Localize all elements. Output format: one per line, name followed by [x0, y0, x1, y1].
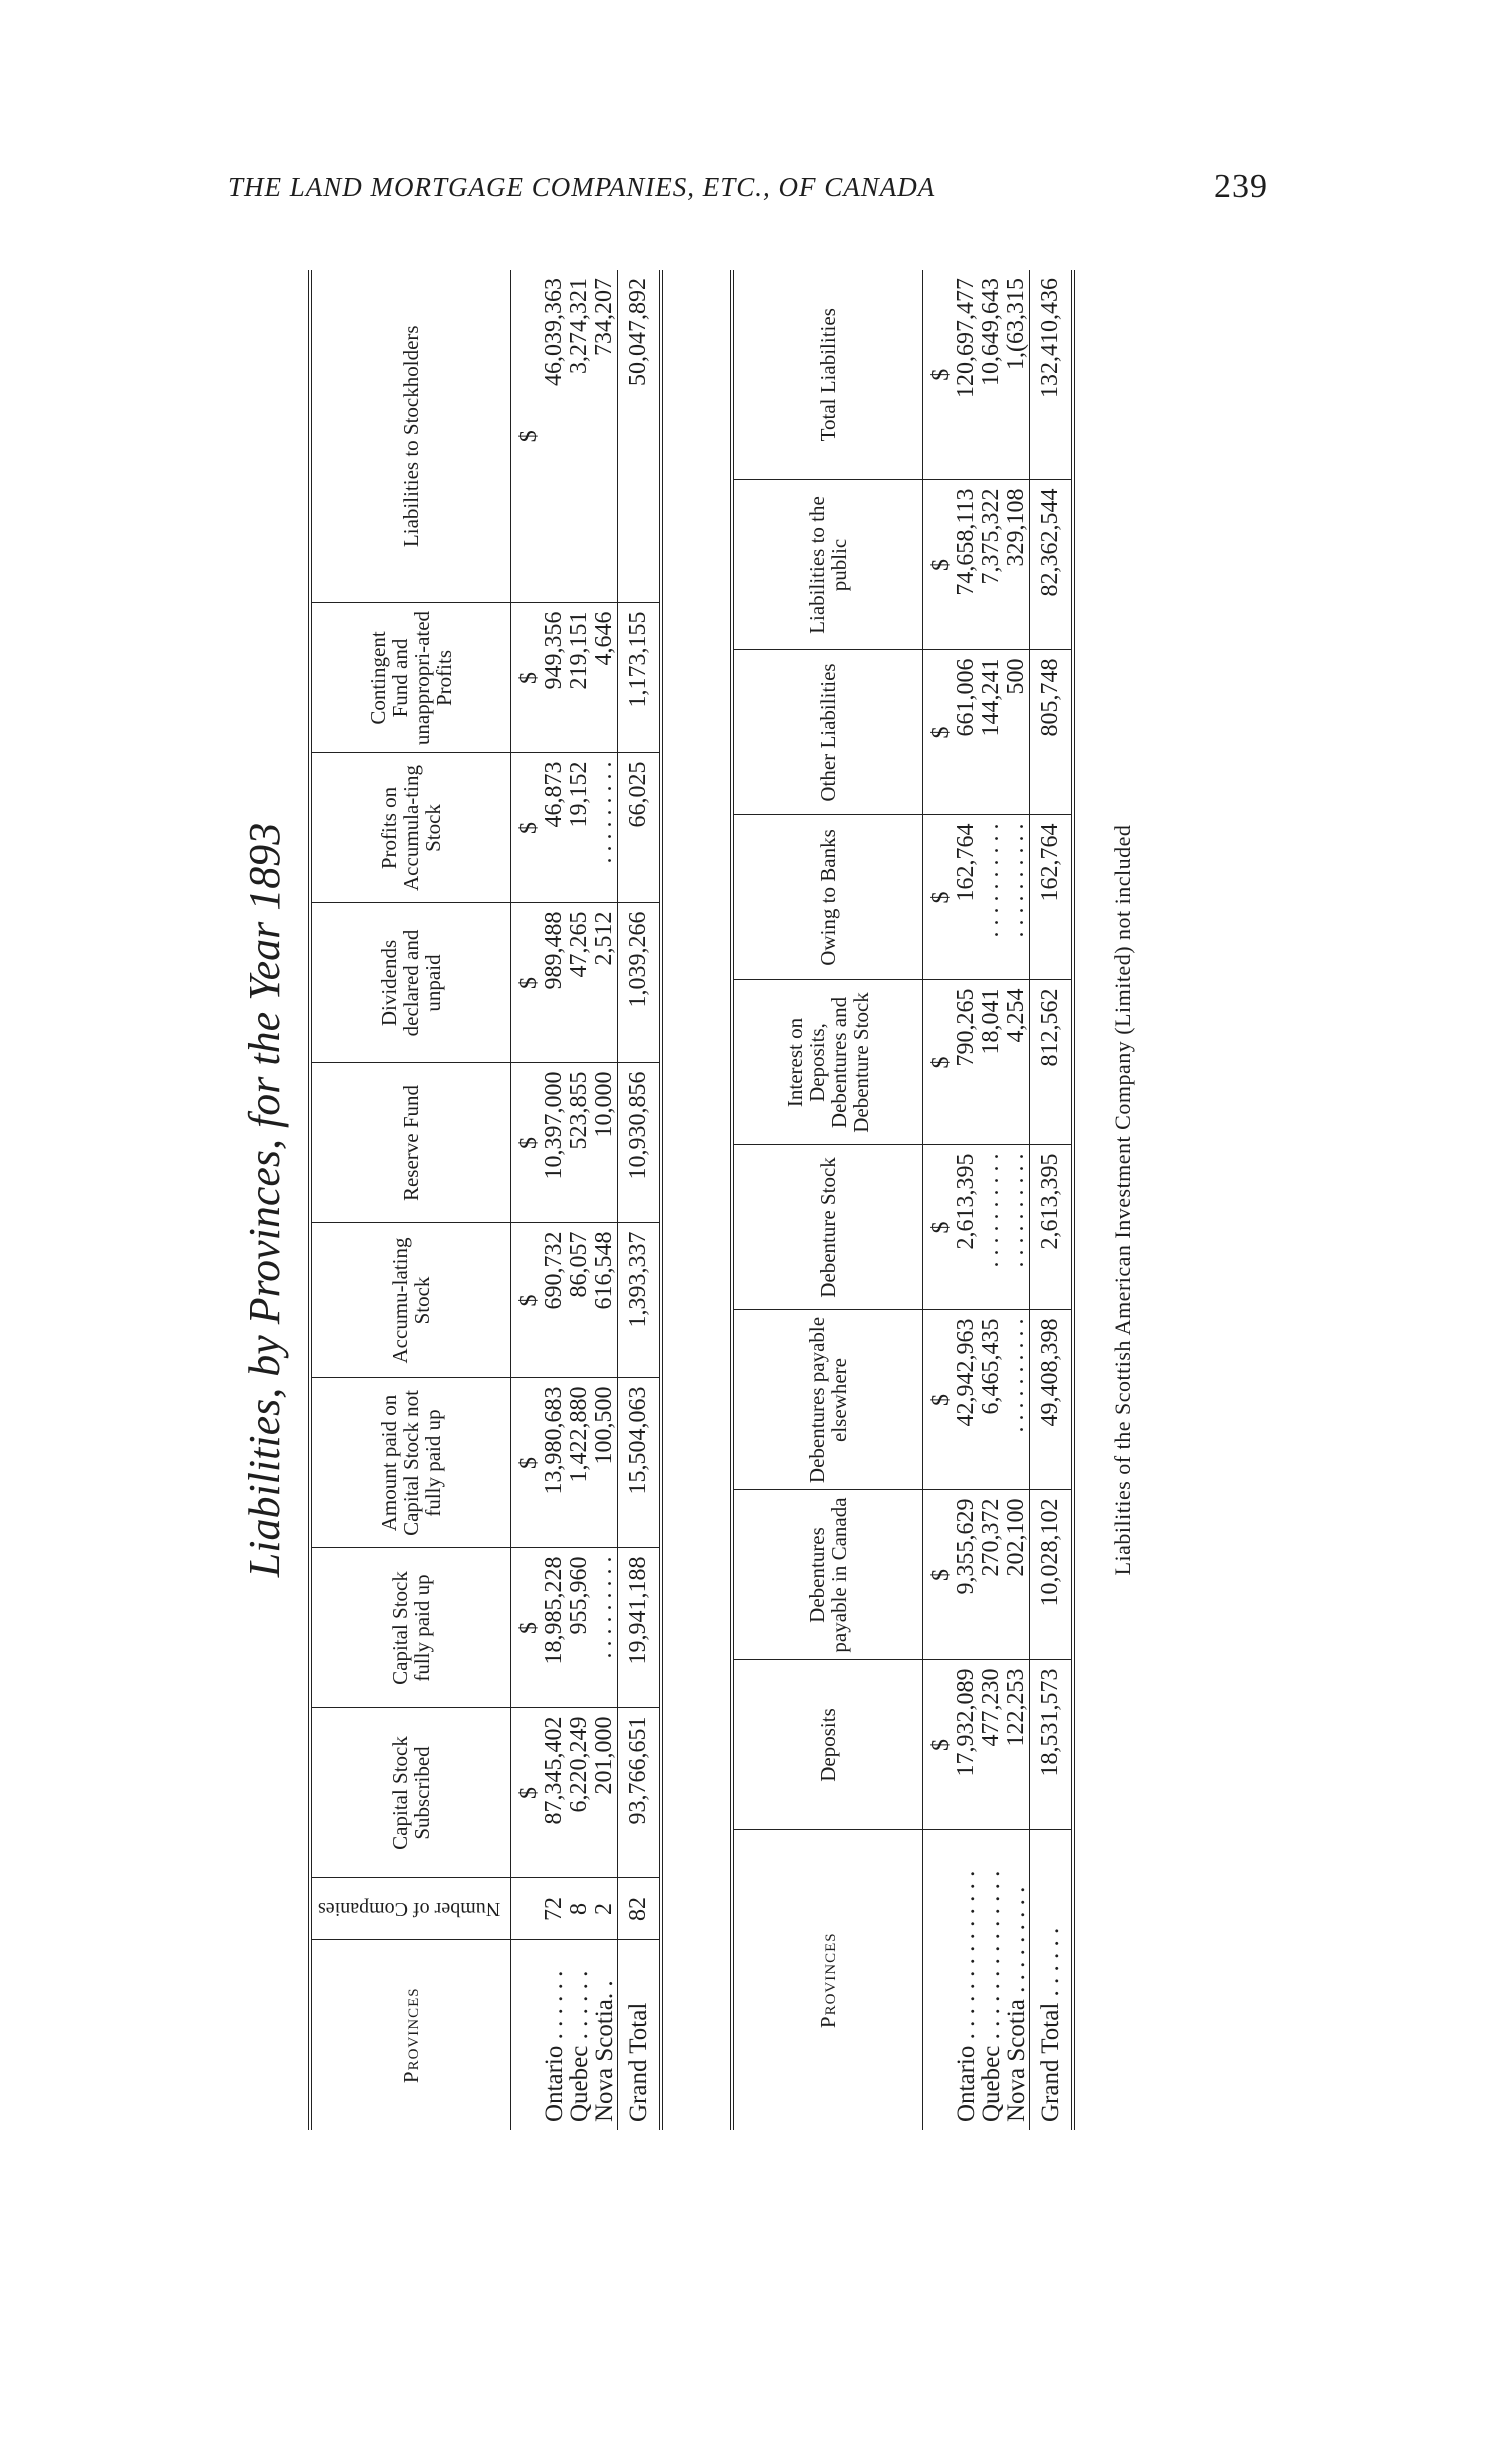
- header-profits-accumulating: Profits on Accumula-ting Stock: [310, 753, 511, 903]
- currency-symbol: $: [511, 1378, 543, 1548]
- currency-symbol: $: [922, 270, 954, 480]
- rotated-page-content: [230, 270, 1280, 2130]
- deposits-value: 17,932,089: [954, 1660, 979, 1830]
- deb-elsewhere-value: 6,465,435: [979, 1310, 1004, 1490]
- province-name: Nova Scotia . . . . . . . . .: [1002, 1886, 1030, 2122]
- header-provinces: Provinces: [732, 1830, 922, 2130]
- deposits-value: 18,531,573: [1029, 1660, 1073, 1830]
- other-value: 805,748: [1029, 650, 1073, 815]
- currency-symbol: $: [511, 603, 543, 753]
- page-number: 239: [1214, 168, 1268, 205]
- currency-row: [511, 270, 543, 2130]
- capital-subscribed-value: 6,220,249: [567, 1708, 592, 1878]
- deb-canada-value: 270,372: [979, 1490, 1004, 1660]
- table-row: [542, 270, 567, 2130]
- reserve-value: 10,397,000: [542, 1063, 567, 1223]
- banks-value: 162,764: [954, 815, 979, 980]
- other-value: 661,006: [954, 650, 979, 815]
- profits-value: 46,873: [542, 753, 567, 903]
- reserve-value: 523,855: [567, 1063, 592, 1223]
- interest-value: 4,254: [1004, 980, 1030, 1145]
- banks-value: 162,764: [1029, 815, 1073, 980]
- header-accumulating-stock: Accumu-lating Stock: [310, 1223, 511, 1378]
- deb-canada-value: 202,100: [1004, 1490, 1030, 1660]
- amount-paid-value: 15,504,063: [618, 1378, 662, 1548]
- deposits-value: 122,253: [1004, 1660, 1030, 1830]
- header-interest: Interest on Deposits, Debentures and Debenture Stock: [732, 980, 922, 1145]
- public-value: 7,375,322: [979, 480, 1004, 650]
- total-value: 1,(63,315: [1004, 270, 1030, 480]
- currency-symbol: $: [922, 980, 954, 1145]
- accumulating-value: 690,732: [542, 1223, 567, 1378]
- dividends-value: 1,039,266: [618, 903, 662, 1063]
- deb-canada-value: 9,355,629: [954, 1490, 979, 1660]
- province-name: Ontario . . . . . . . . . . . . . .: [952, 1870, 980, 2122]
- capital-paid-value: 955,960: [567, 1548, 592, 1708]
- grand-total-row: [618, 270, 662, 2130]
- currency-symbol: $: [922, 480, 954, 650]
- header-contingent-fund: Contingent Fund and unappropri-ated Profits: [310, 603, 511, 753]
- amount-paid-value: 100,500: [592, 1378, 618, 1548]
- companies-count: 72: [542, 1878, 567, 1940]
- running-head-title: THE LAND MORTGAGE COMPANIES, ETC., OF CANADA: [228, 172, 936, 202]
- deb-elsewhere-value: 42,942,963: [954, 1310, 979, 1490]
- other-value: 144,241: [979, 650, 1004, 815]
- currency-symbol: $: [922, 1660, 954, 1830]
- header-other-liabilities: Other Liabilities: [732, 650, 922, 815]
- capital-paid-value: . . . . . . . . .: [592, 1548, 618, 1708]
- accumulating-value: 1,393,337: [618, 1223, 662, 1378]
- table-row: [567, 270, 592, 2130]
- running-head: [228, 168, 1268, 208]
- liabilities-to-stockholders-table: [308, 270, 663, 2130]
- reserve-value: 10,930,856: [618, 1063, 662, 1223]
- currency-symbol: $: [922, 815, 954, 980]
- header-total-liabilities: Total Liabilities: [732, 270, 922, 480]
- liabilities-to-public-table: [730, 270, 1075, 2130]
- currency-symbol: $: [511, 1548, 543, 1708]
- deb-stock-value: 2,613,395: [954, 1145, 979, 1310]
- currency-symbol: $: [922, 1490, 954, 1660]
- province-name: Ontario . . . . . .: [541, 1970, 569, 2122]
- stockholders-value: 734,207: [592, 270, 618, 603]
- capital-paid-value: 19,941,188: [618, 1548, 662, 1708]
- header-dividends-unpaid: Dividends declared and unpaid: [310, 903, 511, 1063]
- table-row: [954, 270, 979, 2130]
- total-value: 10,649,643: [979, 270, 1004, 480]
- profits-value: 19,152: [567, 753, 592, 903]
- deposits-value: 477,230: [979, 1660, 1004, 1830]
- reserve-value: 10,000: [592, 1063, 618, 1223]
- footnote: Liabilities of the Scottish American Investment Company (Limited) not included: [1110, 824, 1135, 1576]
- currency-symbol: $: [511, 903, 543, 1063]
- dividends-value: 2,512: [592, 903, 618, 1063]
- table-row: [1004, 270, 1030, 2130]
- other-value: 500: [1004, 650, 1030, 815]
- deb-elsewhere-value: 49,408,398: [1029, 1310, 1073, 1490]
- banks-value: . . . . . . . . . .: [979, 815, 1004, 980]
- header-number-of-companies: Number of Companies: [310, 1878, 511, 1940]
- total-value: 120,697,477: [954, 270, 979, 480]
- currency-row: [922, 270, 954, 2130]
- table-row: [592, 270, 618, 2130]
- province-name: Quebec . . . . . .: [566, 1970, 594, 2122]
- profits-value: . . . . . . . . .: [592, 753, 618, 903]
- interest-value: 18,041: [979, 980, 1004, 1145]
- header-liabilities-to-public: Liabilities to the public: [732, 480, 922, 650]
- total-value: 132,410,436: [1029, 270, 1073, 480]
- header-provinces: Provinces: [310, 1940, 511, 2130]
- amount-paid-value: 13,980,683: [542, 1378, 567, 1548]
- banks-value: . . . . . . . . . .: [1004, 815, 1030, 980]
- grand-total-label: Grand Total . . . . . .: [1029, 1830, 1073, 2130]
- public-value: 329,108: [1004, 480, 1030, 650]
- capital-subscribed-value: 201,000: [592, 1708, 618, 1878]
- header-amount-paid-not-fully-paid: Amount paid on Capital Stock not fully paid up: [310, 1378, 511, 1548]
- accumulating-value: 616,548: [592, 1223, 618, 1378]
- capital-paid-value: 18,985,228: [542, 1548, 567, 1708]
- dividends-value: 47,265: [567, 903, 592, 1063]
- currency-symbol: $: [922, 650, 954, 815]
- amount-paid-value: 1,422,880: [567, 1378, 592, 1548]
- grand-total-row: [1029, 270, 1073, 2130]
- currency-symbol: $: [922, 1145, 954, 1310]
- header-capital-stock-subscribed: Capital Stock Subscribed: [310, 1708, 511, 1878]
- companies-count: 2: [592, 1878, 618, 1940]
- currency-symbol: $: [511, 270, 543, 603]
- stockholders-value: 3,274,321: [567, 270, 592, 603]
- province-name: Quebec . . . . . . . . . . . . . .: [977, 1870, 1005, 2122]
- currency-symbol: $: [511, 1223, 543, 1378]
- currency-symbol: $: [511, 1063, 543, 1223]
- companies-count: 8: [567, 1878, 592, 1940]
- deb-elsewhere-value: . . . . . . . . . .: [1004, 1310, 1030, 1490]
- contingent-value: 219,151: [567, 603, 592, 753]
- header-debenture-stock: Debenture Stock: [732, 1145, 922, 1310]
- province-name: Nova Scotia. .: [591, 1980, 619, 2122]
- capital-subscribed-value: 93,766,651: [618, 1708, 662, 1878]
- header-debentures-elsewhere: Debentures payable elsewhere: [732, 1310, 922, 1490]
- header-debentures-canada: Debentures payable in Canada: [732, 1490, 922, 1660]
- header-liabilities-to-stockholders: Liabilities to Stockholders: [310, 270, 511, 603]
- public-value: 74,658,113: [954, 480, 979, 650]
- header-deposits: Deposits: [732, 1660, 922, 1830]
- header-capital-stock-fully-paid: Capital Stock fully paid up: [310, 1548, 511, 1708]
- contingent-value: 1,173,155: [618, 603, 662, 753]
- grand-total-label: Grand Total: [618, 1940, 662, 2130]
- dividends-value: 989,488: [542, 903, 567, 1063]
- header-owing-to-banks: Owing to Banks: [732, 815, 922, 980]
- table-row: [979, 270, 1004, 2130]
- currency-symbol: $: [922, 1310, 954, 1490]
- stockholders-value: 46,039,363: [542, 270, 567, 603]
- capital-subscribed-value: 87,345,402: [542, 1708, 567, 1878]
- profits-value: 66,025: [618, 753, 662, 903]
- stockholders-value: 50,047,892: [618, 270, 662, 603]
- deb-stock-value: . . . . . . . . . .: [1004, 1145, 1030, 1310]
- currency-symbol: $: [511, 1708, 543, 1878]
- contingent-value: 949,356: [542, 603, 567, 753]
- table-caption: Liabilities, by Provinces, for the Year 1893: [240, 822, 289, 1578]
- public-value: 82,362,544: [1029, 480, 1073, 650]
- currency-symbol: $: [511, 753, 543, 903]
- header-reserve-fund: Reserve Fund: [310, 1063, 511, 1223]
- deb-stock-value: . . . . . . . . . .: [979, 1145, 1004, 1310]
- interest-value: 812,562: [1029, 980, 1073, 1145]
- accumulating-value: 86,057: [567, 1223, 592, 1378]
- deb-stock-value: 2,613,395: [1029, 1145, 1073, 1310]
- contingent-value: 4,646: [592, 603, 618, 753]
- deb-canada-value: 10,028,102: [1029, 1490, 1073, 1660]
- interest-value: 790,265: [954, 980, 979, 1145]
- companies-count: 82: [618, 1878, 662, 1940]
